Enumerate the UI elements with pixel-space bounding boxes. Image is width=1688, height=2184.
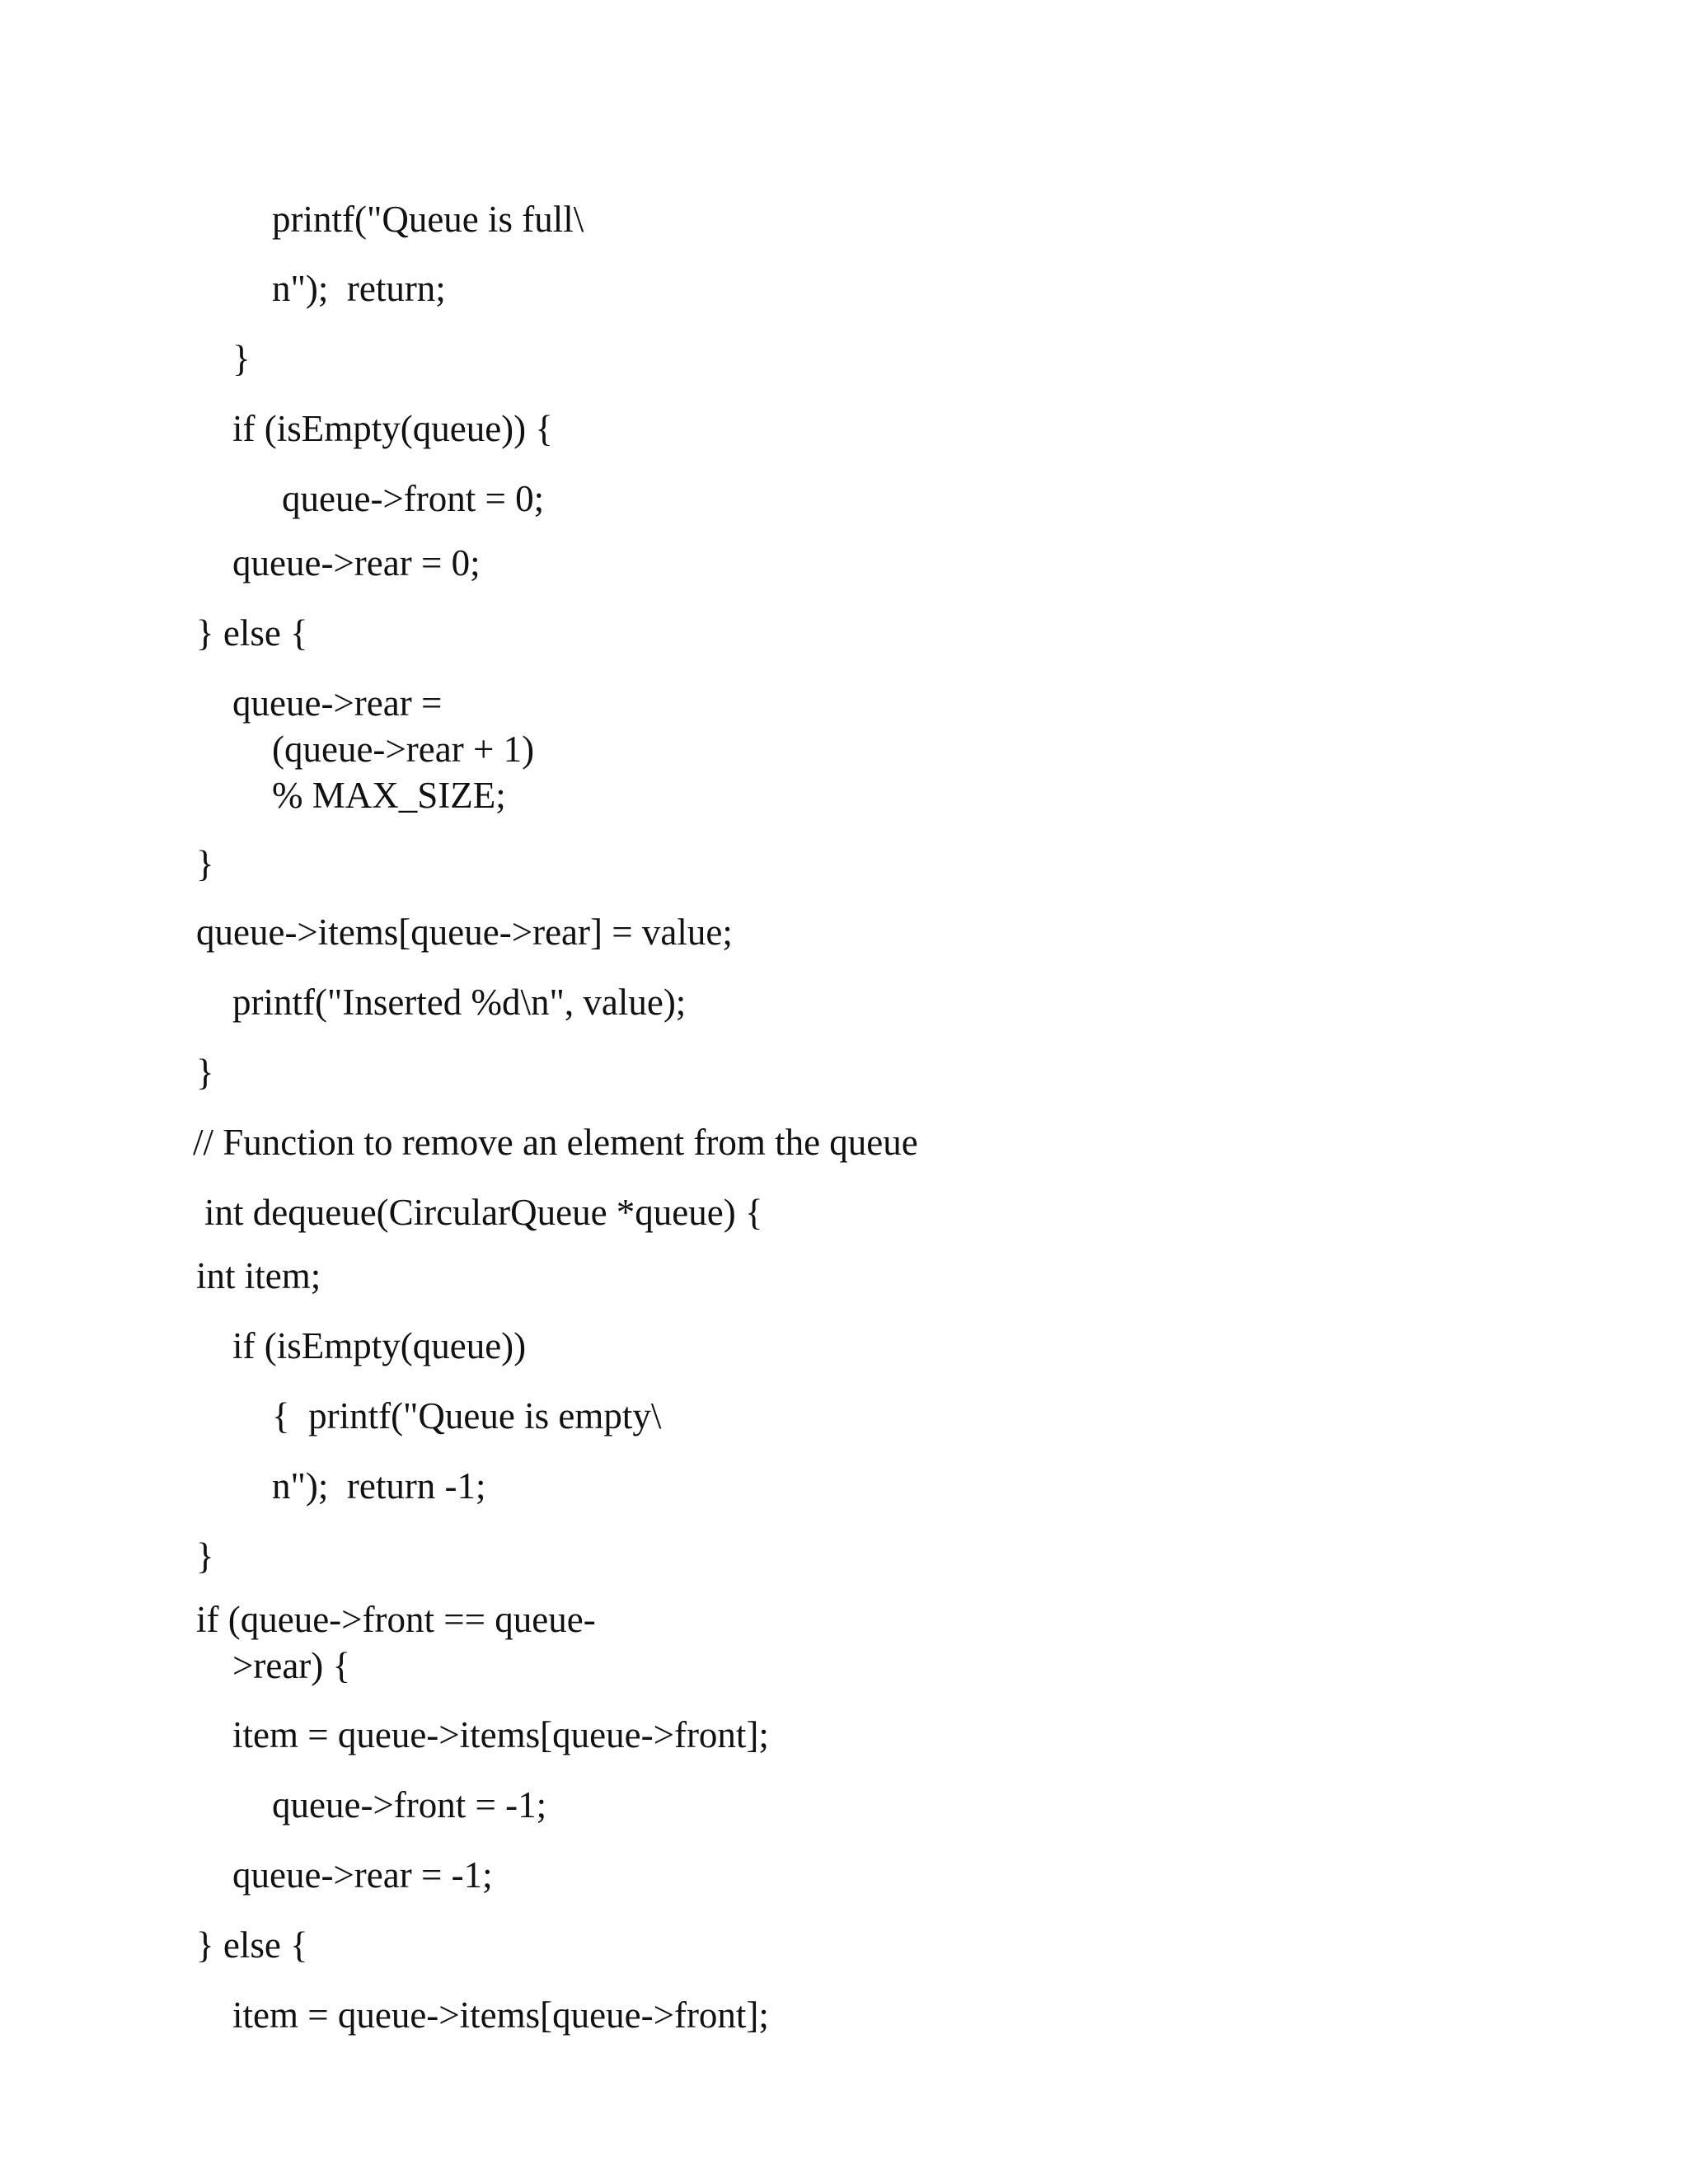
code-line: { printf("Queue is empty\: [272, 1395, 662, 1436]
code-line: printf("Inserted %d\n", value);: [232, 982, 687, 1023]
code-line: }: [196, 843, 214, 884]
code-line: n"); return -1;: [272, 1465, 486, 1507]
code-line: printf("Queue is full\: [272, 199, 584, 240]
code-line: (queue->rear + 1): [272, 729, 535, 770]
code-line: item = queue->items[queue->front];: [232, 1714, 769, 1755]
code-line: queue->front = 0;: [282, 478, 545, 519]
code-line: queue->rear = 0;: [232, 542, 481, 583]
code-line: int item;: [196, 1255, 321, 1296]
code-line: }: [196, 1052, 214, 1093]
code-line: if (isEmpty(queue)) {: [232, 408, 553, 449]
code-line: queue->front = -1;: [272, 1784, 547, 1825]
code-line: } else {: [196, 1924, 308, 1966]
code-line: n"); return;: [272, 268, 446, 309]
code-line: queue->rear = -1;: [232, 1854, 493, 1896]
code-line: }: [232, 338, 251, 379]
code-line: queue->rear =: [232, 682, 443, 724]
code-line: % MAX_SIZE;: [272, 775, 506, 816]
code-line: queue->items[queue->rear] = value;: [196, 912, 733, 953]
code-comment: // Function to remove an element from the queue: [193, 1122, 918, 1163]
code-line: int dequeue(CircularQueue *queue) {: [204, 1192, 763, 1233]
code-line: } else {: [196, 612, 308, 654]
code-line: if (isEmpty(queue)): [232, 1325, 527, 1366]
code-line: }: [196, 1535, 214, 1577]
code-line: >rear) {: [232, 1645, 351, 1686]
code-line: if (queue->front == queue-: [196, 1599, 596, 1640]
code-line: item = queue->items[queue->front];: [232, 1994, 769, 2036]
